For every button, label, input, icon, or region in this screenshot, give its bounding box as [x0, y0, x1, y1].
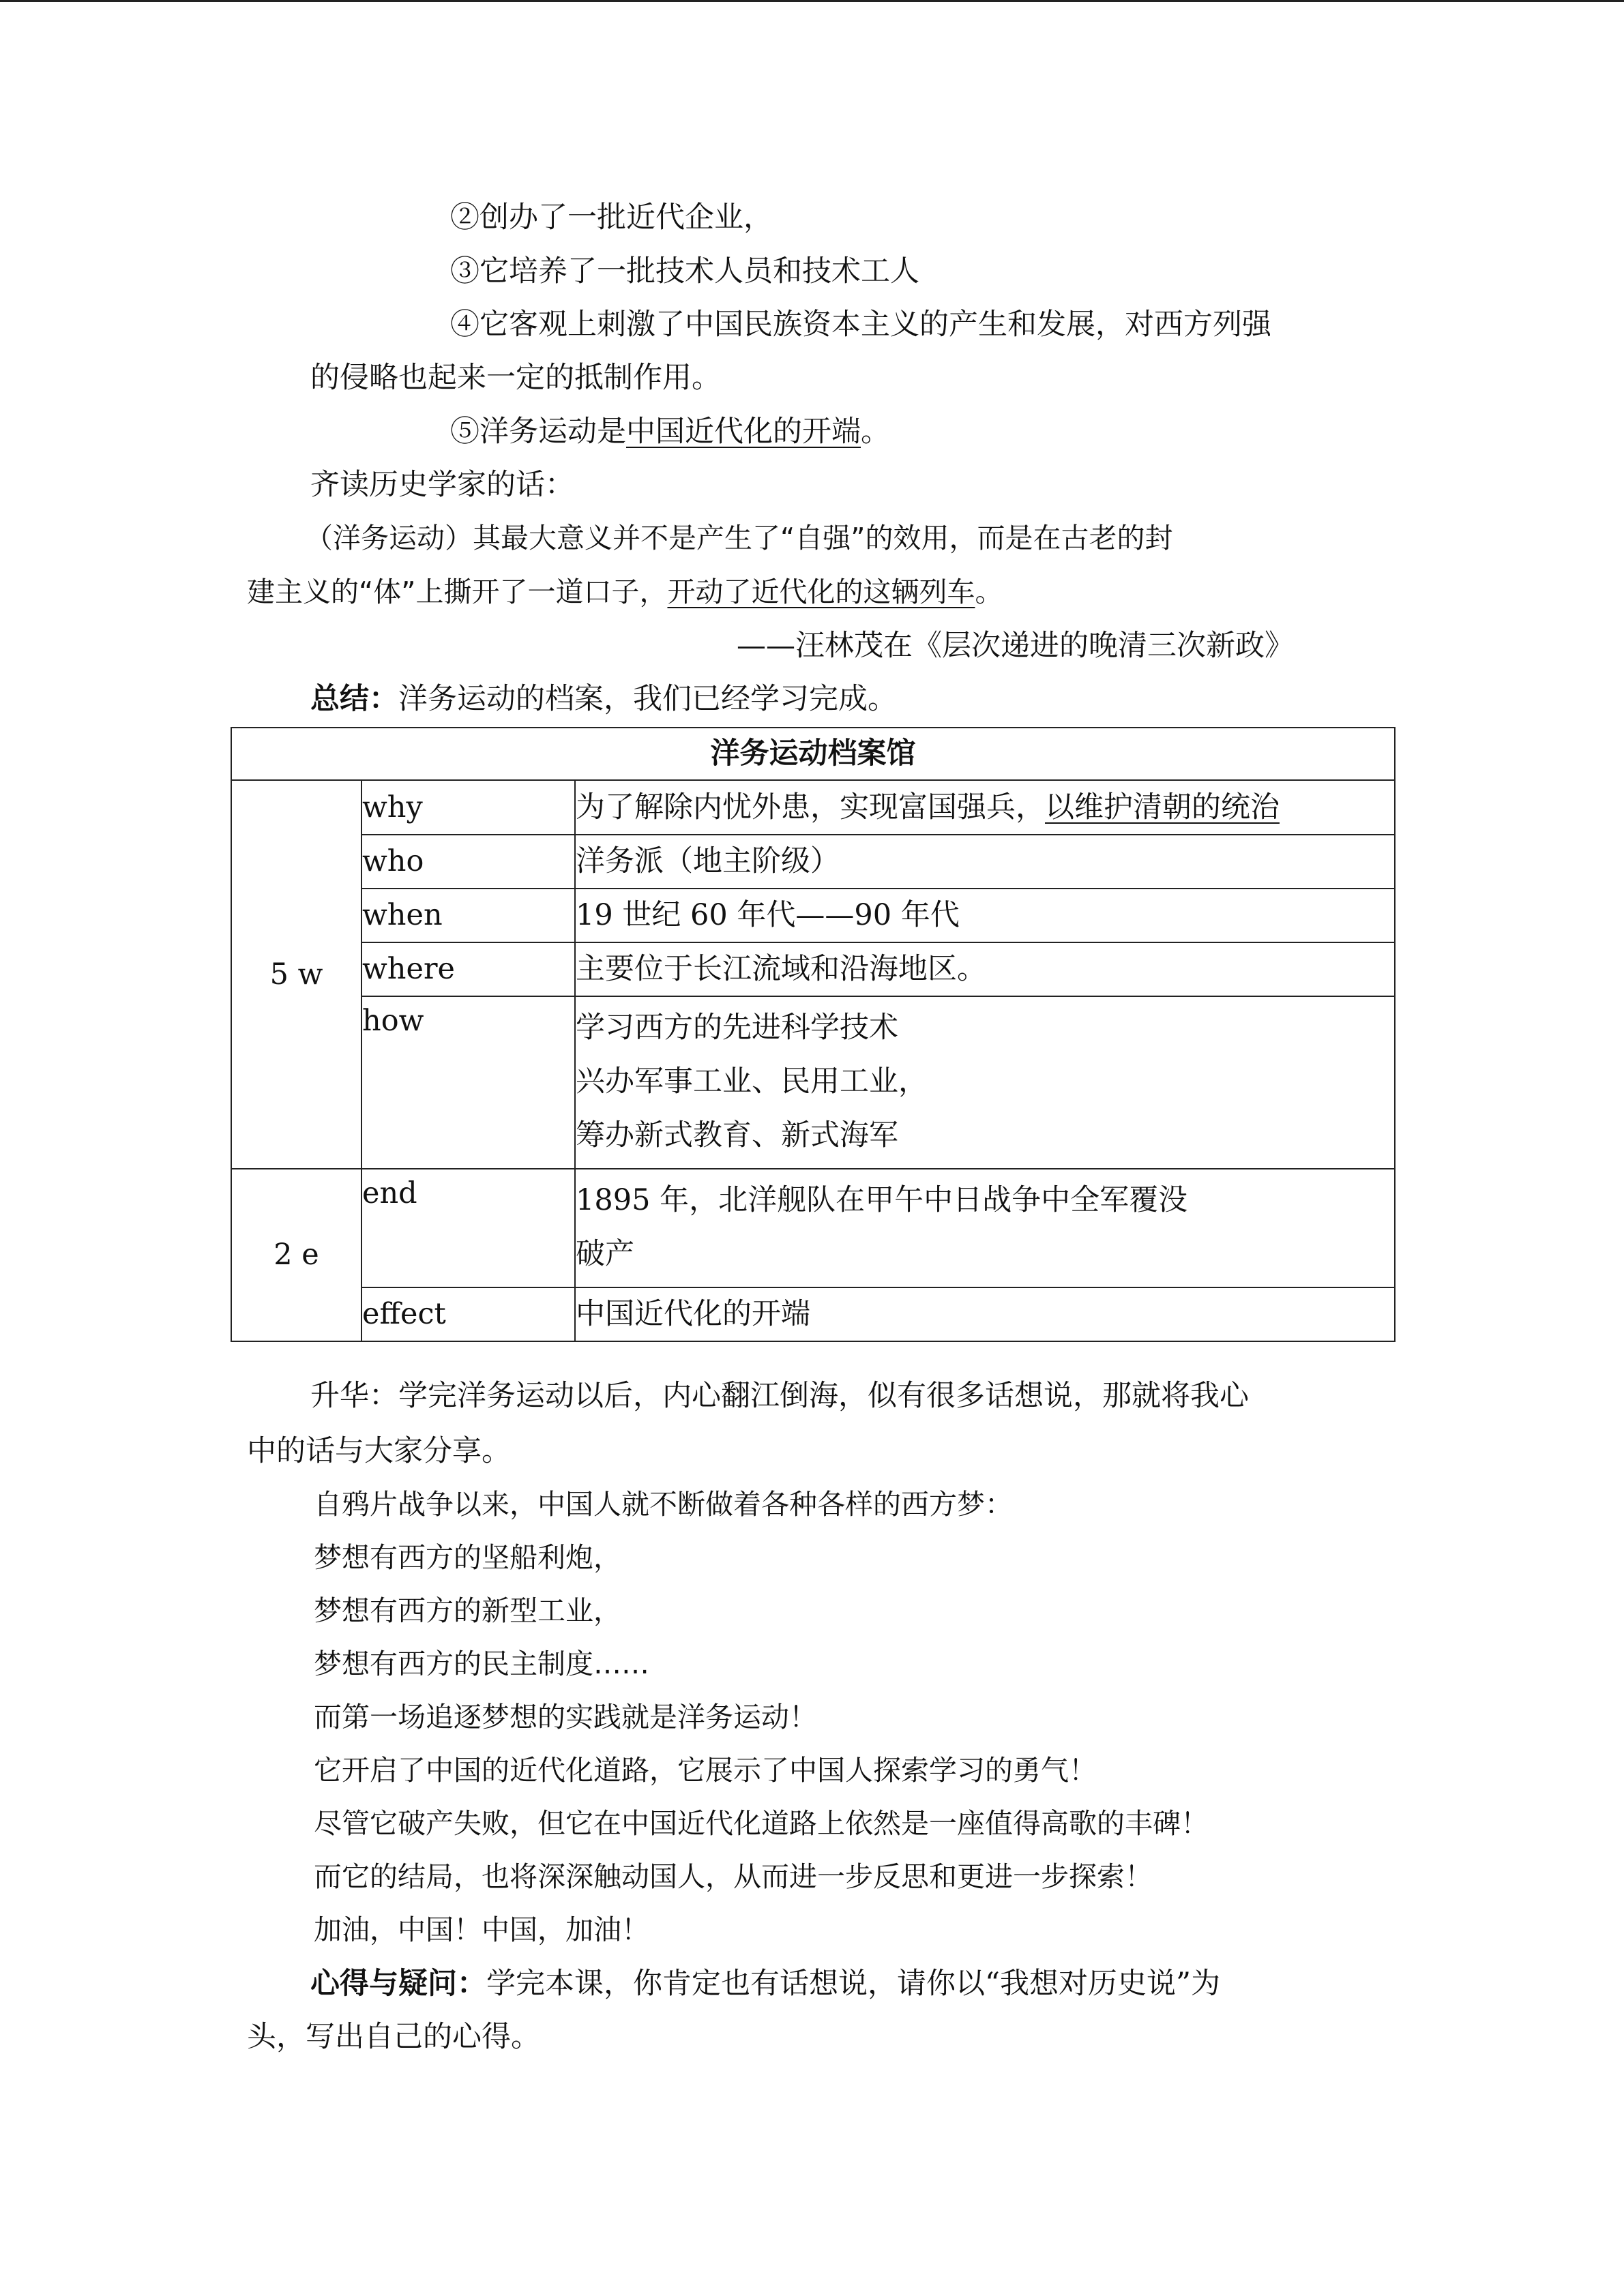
key-how: how: [361, 996, 575, 1169]
end-line: 1895 年，北洋舰队在甲午中日战争中全军覆没: [576, 1183, 1188, 1217]
value-why: 为了解除内忧外患，实现富国强兵，以维护清朝的统治: [575, 780, 1395, 835]
poem-line: 梦想有西方的坚船利炮，: [314, 1541, 621, 1574]
quote-heading: 齐读历史学家的话：: [310, 468, 574, 502]
how-line: 学习西方的先进科学技术: [576, 1011, 898, 1045]
group-5w: 5 w: [231, 780, 361, 1169]
page-top-border: [0, 0, 1624, 2]
item-2: ②创办了一批近代企业，: [450, 200, 773, 235]
quote-line-1: （洋务运动）其最大意义并不是产生了“自强”的效用，而是在古老的封: [305, 522, 1173, 554]
how-line: 兴办军事工业、民用工业，: [576, 1064, 928, 1099]
end-line: 破产: [576, 1237, 634, 1271]
quote-line-2: 建主义的“体”上撕开了一道口子，开动了近代化的这辆列车。: [247, 576, 1003, 608]
table-title: 洋务运动档案馆: [231, 728, 1395, 780]
value-end: [575, 1169, 1395, 1287]
quote-attribution: ——汪林茂在《层次递进的晚清三次新政》: [737, 629, 1294, 663]
poem-line: 尽管它破产失败，但它在中国近代化道路上依然是一座值得高歌的丰碑！: [314, 1807, 1209, 1840]
key-when: when: [361, 889, 575, 942]
archive-table: [231, 727, 1396, 1342]
poem-line: 自鸦片战争以来，中国人就不断做着各种各样的西方梦：: [314, 1488, 1013, 1521]
item-5: ⑤洋务运动是中国近代化的开端。: [450, 415, 890, 449]
value-effect: 中国近代化的开端: [575, 1287, 1395, 1341]
sublimation-line-2: 中的话与大家分享。: [247, 1434, 511, 1468]
poem-line: 加油，中国！中国，加油！: [314, 1913, 649, 1946]
key-why: why: [361, 780, 575, 835]
value-how: [575, 996, 1395, 1169]
reflection-label: 心得与疑问：: [310, 1967, 486, 2001]
value-where: 主要位于长江流域和沿海地区。: [575, 942, 1395, 996]
key-where: where: [361, 942, 575, 996]
reflection: 心得与疑问：学完本课，你肯定也有话想说，请你以“我想对历史说”为: [310, 1967, 1220, 2001]
group-2e: 2 e: [231, 1169, 361, 1341]
key-end: end: [361, 1169, 575, 1287]
item-4-continuation: 的侵略也起来一定的抵制作用。: [310, 361, 721, 395]
poem-line: 梦想有西方的民主制度……: [314, 1648, 649, 1680]
key-who: who: [361, 835, 575, 889]
poem-line: 它开启了中国的近代化道路，它展示了中国人探索学习的勇气！: [314, 1754, 1097, 1787]
reflection-line-2: 头，写出自己的心得。: [247, 2020, 540, 2054]
sublimation-line-1: 升华：学完洋务运动以后，内心翻江倒海，似有很多话想说，那就将我心: [310, 1379, 1249, 1413]
poem-line: 而第一场追逐梦想的实践就是洋务运动！: [314, 1701, 817, 1733]
value-who: 洋务派（地主阶级）: [575, 835, 1395, 889]
item-4: ④它客观上刺激了中国民族资本主义的产生和发展，对西方列强: [450, 308, 1271, 342]
key-effect: effect: [361, 1287, 575, 1341]
summary: 总结：洋务运动的档案，我们已经学习完成。: [310, 682, 897, 716]
value-when: 19 世纪 60 年代——90 年代: [575, 889, 1395, 942]
poem-line: 而它的结局，也将深深触动国人，从而进一步反思和更进一步探索！: [314, 1860, 1153, 1893]
summary-label: 总结：: [310, 682, 398, 716]
why-underlined: 以维护清朝的统治: [1045, 790, 1280, 824]
how-line: 筹办新式教育、新式海军: [576, 1118, 898, 1152]
poem-line: 梦想有西方的新型工业，: [314, 1594, 621, 1627]
item-3: ③它培养了一批技术人员和技术工人: [450, 254, 919, 288]
item-5-underlined: 中国近代化的开端: [626, 415, 861, 449]
quote-underlined: 开动了近代化的这辆列车: [667, 576, 975, 608]
